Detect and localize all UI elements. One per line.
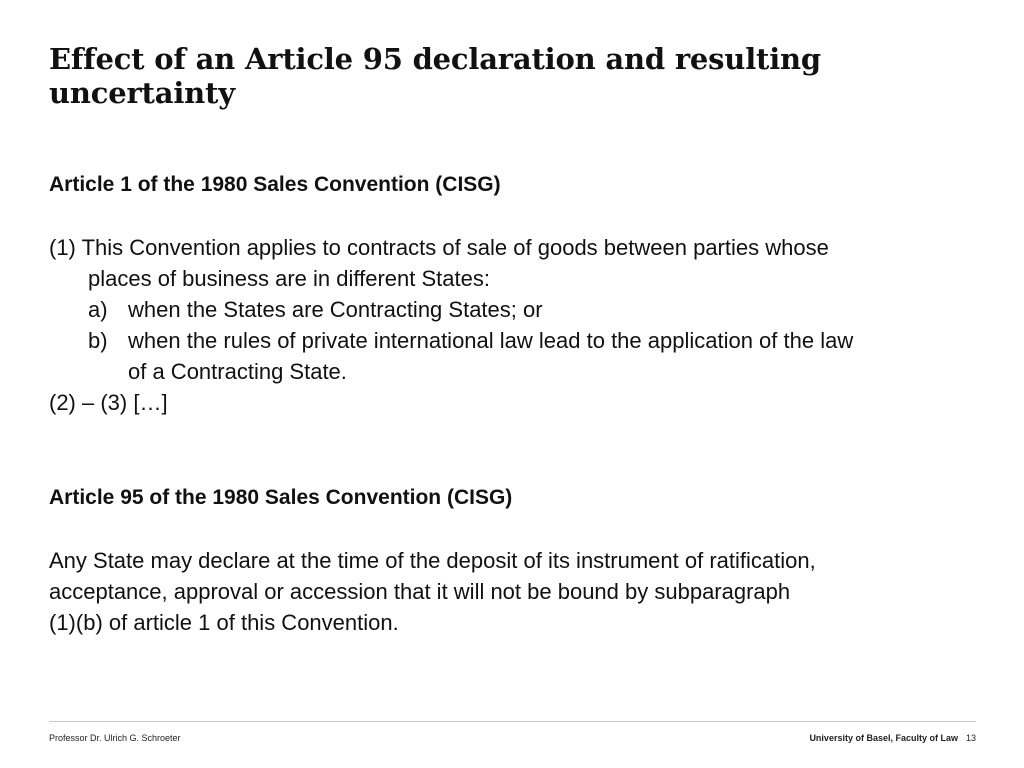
list-item-b-text: when the rules of private international law lead to the application of the law — [128, 328, 854, 353]
paragraph-2-3: (2) – (3) […] — [49, 390, 168, 415]
footer-divider — [49, 721, 976, 722]
list-item-a — [49, 294, 989, 325]
paragraph-1-line-2: places of business are in different States: — [88, 266, 490, 291]
list-item-b-continuation: of a Contracting State. — [128, 359, 347, 384]
article-95-line-2: acceptance, approval or accession that it will not be bound by subparagraph — [49, 579, 791, 604]
paragraph-1-line-1: (1) This Convention applies to contracts of sale of goods between parties whose — [49, 235, 829, 260]
footer-institution: University of Basel, Faculty of Law — [809, 733, 958, 743]
list-item-b — [49, 325, 989, 356]
article-1-text — [49, 232, 989, 418]
footer-author: Professor Dr. Ulrich G. Schroeter — [49, 733, 181, 743]
article-1-heading: Article 1 of the 1980 Sales Convention (CISG) — [49, 173, 501, 196]
footer-right — [809, 733, 976, 743]
article-95-line-1: Any State may declare at the time of the deposit of its instrument of ratification, — [49, 548, 816, 573]
list-item-a-text: when the States are Contracting States; or — [128, 297, 543, 322]
article-95-line-3: (1)(b) of article 1 of this Convention. — [49, 610, 399, 635]
article-95-text — [49, 545, 989, 638]
article-95-heading: Article 95 of the 1980 Sales Convention (CISG) — [49, 486, 513, 509]
list-marker-b: b) — [88, 328, 108, 353]
page-number: 13 — [965, 733, 976, 743]
list-marker-a: a) — [88, 297, 108, 322]
slide-title: Effect of an Article 95 declaration and resulting uncertainty — [49, 42, 821, 110]
